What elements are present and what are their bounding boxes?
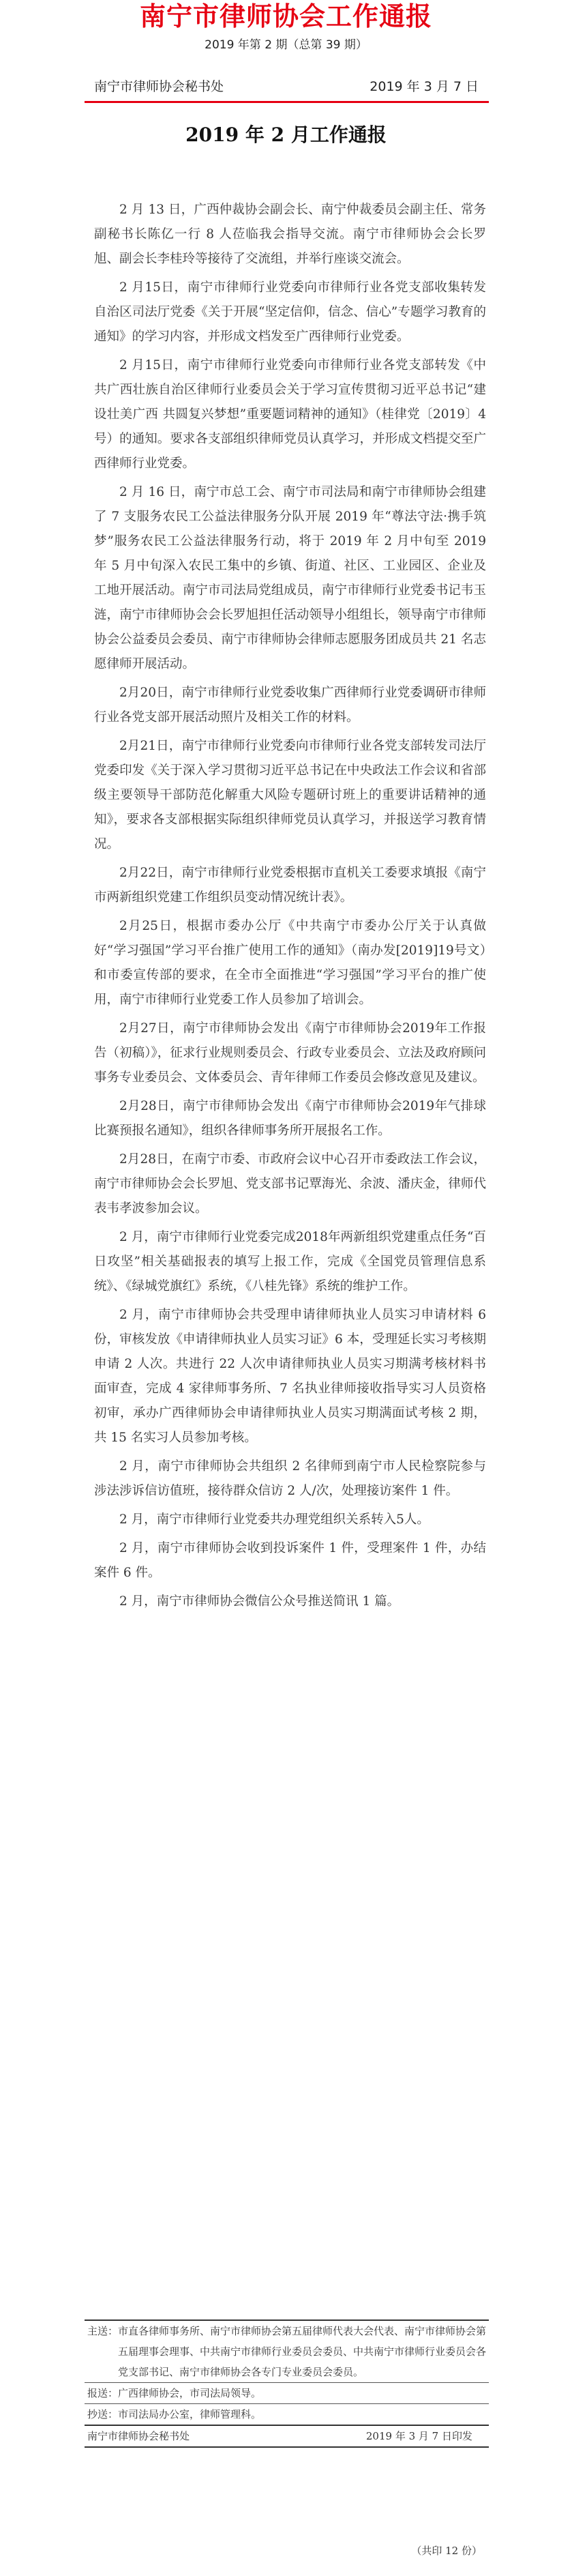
body-paragraph: 2月20日，南宁市律师行业党委收集广西律师行业党委调研市律师行业各党支部开展活动照片及相关工作的材料。 xyxy=(94,686,486,724)
issuer: 南宁市律师协会秘书处 xyxy=(87,2430,190,2442)
sender-date: 2019 年 3 月 7 日 xyxy=(370,79,479,94)
issuer-line xyxy=(85,2426,489,2446)
document-title: 2019 年 2 月工作通报 xyxy=(185,123,387,146)
body-paragraph: 2 月，南宁市律师行业党委共办理党组织关系转入5人。 xyxy=(119,1512,430,1527)
document-body xyxy=(94,198,486,1618)
distribution-footer xyxy=(85,2319,489,2448)
body-paragraph: 2 月15日，南宁市律师行业党委向市律师行业各党支部转发《中共广西壮族自治区律师行业委员会关于学习宣传贯彻习近平总书记“建设壮美广西 共圆复兴梦想”重要题词精神的通知》（桂律党〔2019〕4号）的通知。要求各支部组织律师党员认真学习，并形成文档提交至广西律师行业党委。 xyxy=(94,358,486,471)
report-text: 广西律师协会，市司法局领导。 xyxy=(118,2387,262,2399)
body-paragraph: 2月28日，南宁市律师协会发出《南宁市律师协会2019年气排球比赛预报名通知》，组织各律师事务所开展报名工作。 xyxy=(94,1099,486,1138)
masthead xyxy=(0,0,572,53)
copy-line xyxy=(85,2404,489,2425)
cc-line xyxy=(87,2321,489,2382)
issue-number: 2019 年第 2 期（总第 39 期） xyxy=(205,38,367,52)
masthead-title: 南宁市律师协会工作通报 xyxy=(139,1,432,31)
cc-label: 主送： xyxy=(87,2325,119,2337)
body-paragraph: 2 月，南宁市律师协会微信公众号推送简讯 1 篇。 xyxy=(119,1594,400,1609)
body-paragraph: 2 月，南宁市律师协会收到投诉案件 1 件，受理案件 1 件，办结案件 6 件。 xyxy=(94,1541,486,1580)
body-paragraph: 2 月 13 日，广西仲裁协会副会长、南宁仲裁委员会副主任、常务副秘书长陈亿一行 8 人莅临我会指导交流。南宁市律师协会会长罗旭、副会长李桂玲等接待了交流组，并举行座谈交流会。 xyxy=(94,203,486,266)
body-paragraph: 2 月，南宁市律师行业党委完成2018年两新组织党建重点任务“百日攻坚”相关基础报表的填写上报工作，完成《全国党员管理信息系统》、《绿城党旗红》系统，《八桂先锋》系统的维护工作。 xyxy=(94,1230,486,1293)
body-paragraph: 2月21日，南宁市律师行业党委向市律师行业各党支部转发司法厅党委印发《关于深入学习贯彻习近平总书记在中央政法工作会议和省部级主要领导干部防范化解重大风险专题研讨班上的重要讲话精神的通知》，要求各支部根据实际组织律师党员认真学习，并报送学习教育情况。 xyxy=(94,739,486,851)
copy-label: 抄送： xyxy=(87,2408,119,2420)
report-label: 报送： xyxy=(87,2387,119,2399)
copy-text: 市司法局办公室，律师管理科。 xyxy=(118,2408,262,2420)
body-paragraph: 2 月，南宁市律师协会共受理申请律师执业人员实习申请材料 6份，审核发放《申请律师执业人员实习证》6 本，受理延长实习考核期申请 2 人次。共进行 22 人次申请律师执业人员实习期满考核材料书面审查，完成 4 家律师事务所、7 名执业律师接收指导实习人员资格初审，承办广西律师协会申请律师执业人员实习期满面试考核 2 期，共 15 名实习人员参加考核。 xyxy=(94,1308,486,1445)
report-line xyxy=(85,2383,489,2403)
body-paragraph: 2 月15日，南宁市律师行业党委向市律师行业各党支部收集转发自治区司法厅党委《关于开展“坚定信仰，信念、信心”专题学习教育的通知》的学习内容，并形成文档发至广西律师行业党委。 xyxy=(94,280,486,344)
body-paragraph: 2月22日，南宁市律师行业党委根据市直机关工委要求填报《南宁市两新组织党建工作组织员变动情况统计表》。 xyxy=(94,866,486,905)
copies-count: （共印 12 份） xyxy=(411,2545,482,2557)
print-date: 2019 年 3 月 7 日印发 xyxy=(365,2430,472,2442)
body-paragraph: 2 月 16 日，南宁市总工会、南宁市司法局和南宁市律师协会组建了 7 支服务农民工公益法律服务分队开展 2019 年“尊法守法·携手筑梦”服务农民工公益法律服务行动，将于 2019 年 2 月中旬至 2019 年 5 月中旬深入农民工集中的乡镇、街道、社区、工业园区、企业及工地开展活动。南宁市司法局党组成员，南宁市律师行业党委书记韦玉涟，南宁市律师协会会长罗旭担任活动领导小组组长，领导南宁市律师协会公益委员会委员、南宁市律师协会律师志愿服务团成员共 21 名志愿律师开展活动。 xyxy=(94,485,486,671)
cc-text: 市直各律师事务所、南宁市律师协会第五届律师代表大会代表、南宁市律师协会第五届理事会理事、中共南宁市律师行业委员会委员、中共南宁市律师行业委员会各党支部书记、南宁市律师协会各专门专业委员会委员。 xyxy=(118,2325,487,2378)
body-paragraph: 2月28日，在南宁市委、市政府会议中心召开市委政法工作会议，南宁市律师协会会长罗旭、党支部书记覃海光、余波、潘庆金，律师代表韦孝波参加会议。 xyxy=(94,1152,486,1216)
footer-bottom-rule xyxy=(85,2446,489,2448)
sender-row xyxy=(89,76,484,97)
body-paragraph: 2月27日，南宁市律师协会发出《南宁市律师协会2019年工作报告（初稿）》，征求行业规则委员会、行政专业委员会、立法及政府顾问事务专业委员会、文体委员会、青年律师工作委员会修改意见及建议。 xyxy=(94,1021,486,1085)
body-paragraph: 2月25日，根据市委办公厅《中共南宁市委办公厅关于认真做好“学习强国”学习平台推广使用工作的通知》（南办发[2019]19号文）和市委宣传部的要求，在全市全面推进“学习强国”学习平台的推广使用，南宁市律师行业党委工作人员参加了培训会。 xyxy=(94,919,486,1007)
sender-office: 南宁市律师协会秘书处 xyxy=(94,79,224,94)
body-paragraph: 2 月，南宁市律师协会共组织 2 名律师到南宁市人民检察院参与涉法涉诉信访值班，接待群众信访 2 人/次，处理接访案件 1 件。 xyxy=(94,1459,486,1498)
red-divider xyxy=(85,101,489,103)
